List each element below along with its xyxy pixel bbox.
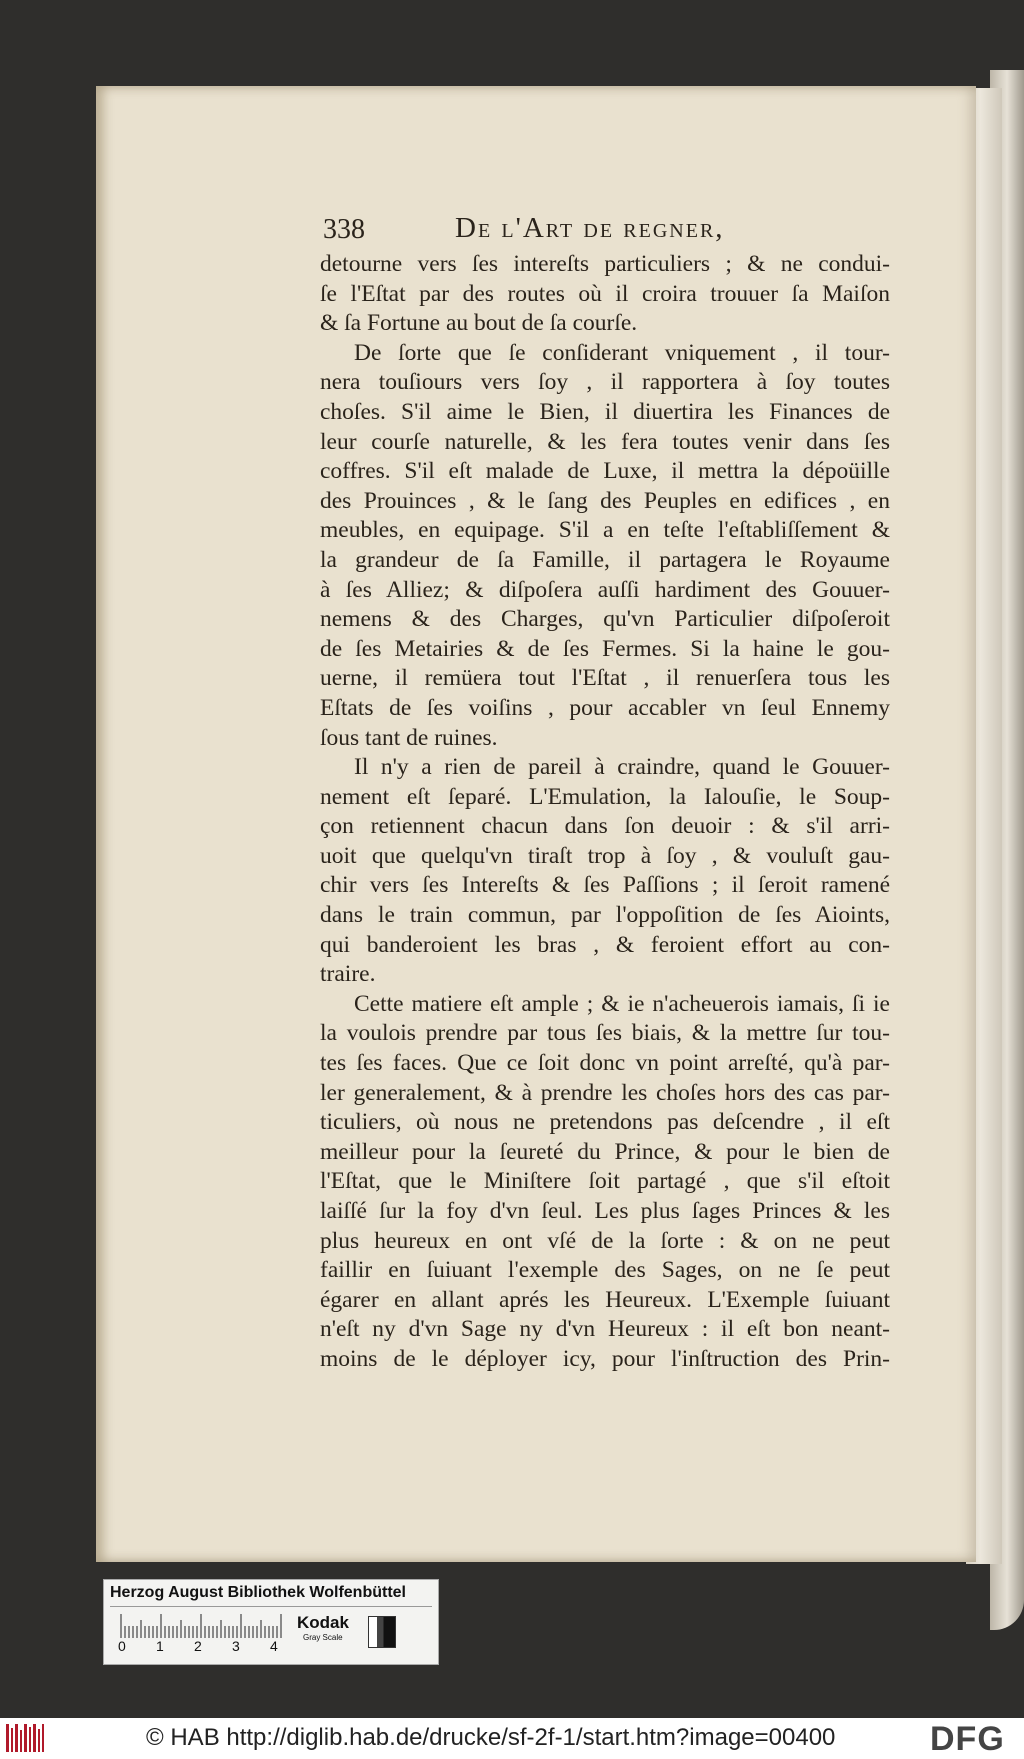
text-line: uerne, il remüera tout l'Eſtat , il renuerſera tous les <box>320 665 890 692</box>
text-line: Eſtats de ſes voiſins , pour accabler vn ſeul Ennemy <box>320 694 890 721</box>
scale-number: 0 <box>118 1638 126 1654</box>
text-line: plus heureux en ont vſé de la ſorte : & on ne peut <box>320 1227 890 1254</box>
text-line: traire. <box>320 961 376 988</box>
text-line: des Prouinces , & le ſang des Peuples en edifices , en <box>320 487 890 514</box>
scale-number: 1 <box>156 1638 164 1654</box>
gray-scale-label: Gray Scale <box>303 1633 343 1642</box>
color-target-card <box>103 1579 439 1665</box>
text-line: à ſes Alliez; & diſpoſera auſſi hardiment des Gouuer- <box>320 576 890 603</box>
scale-ruler <box>119 1614 287 1638</box>
page-number: 338 <box>323 214 365 245</box>
text-line: leur courſe naturelle, & les fera toutes venir dans ſes <box>320 428 890 455</box>
text-line: meilleur pour la ſeureté du Prince, & pour le bien de <box>320 1138 890 1165</box>
text-line: coffres. S'il eſt malade de Luxe, il mettra la dépoüille <box>320 458 890 485</box>
body-text <box>320 250 890 1375</box>
text-line: n'eſt ny d'vn Sage ny d'vn Heureux : il eſt bon neant- <box>320 1316 890 1343</box>
scale-number: 4 <box>270 1638 278 1654</box>
text-line: Cette matiere eſt ample ; & ie n'acheuerois iamais, ſi ie <box>354 990 890 1017</box>
gray-swatch <box>368 1616 396 1648</box>
text-line: uoit que quelqu'vn tiraſt trop à ſoy , & vouluſt gau- <box>320 842 890 869</box>
text-line: & ſa Fortune au bout de ſa courſe. <box>320 310 638 337</box>
scale-number: 3 <box>232 1638 240 1654</box>
text-line: ſous tant de ruines. <box>320 724 498 751</box>
running-title: De l'Art de regner, <box>455 212 725 244</box>
scale-number: 2 <box>194 1638 202 1654</box>
target-title: Herzog August Bibliothek Wolfenbüttel <box>110 1584 432 1607</box>
text-line: ticuliers, où nous ne pretendons pas deſcendre , il eſt <box>320 1109 890 1136</box>
text-line: qui banderoient les bras , & feroient effort au con- <box>320 931 890 958</box>
text-line: choſes. S'il aime le Bien, il diuertira les Finances de <box>320 398 890 425</box>
text-line: la voulois prendre par tous ſes biais, & la mettre ſur tou- <box>320 1020 890 1047</box>
text-line: de ſes Metairies & de ſes Fermes. Si la haine le gou- <box>320 635 890 662</box>
text-line: laiſſé ſur la foy d'vn ſeul. Les plus ſages Princes & les <box>320 1198 890 1224</box>
copyright-link[interactable]: © HAB http://diglib.hab.de/drucke/sf-2f-1/start.htm?image=00400 <box>146 1724 836 1751</box>
page-header <box>323 210 883 250</box>
text-line: la grandeur de ſa Famille, il partagera le Royaume <box>320 546 890 573</box>
text-line: l'Eſtat, que le Miniſtere ſoit partagé , que s'il eſtoit <box>320 1168 890 1195</box>
text-line: faillir en ſuiuant l'exemple des Sages, on ne ſe peut <box>320 1257 890 1284</box>
text-line: chir vers ſes Intereſts & ſes Paſſions ; il ſeroit ramené <box>320 872 890 899</box>
dfg-logo[interactable]: DFG <box>930 1720 1005 1758</box>
text-line: meubles, en equipage. S'il a en teſte l'eſtabliſſement & <box>320 517 890 544</box>
text-line: Il n'y a rien de pareil à craindre, quand le Gouuer- <box>354 754 890 781</box>
text-line: çon retiennent chacun dans ſon deuoir : & s'il arri- <box>320 813 890 840</box>
text-line: égarer en allant aprés les Heureux. L'Exemple ſuiuant <box>320 1286 890 1313</box>
text-line: dans le train commun, par l'oppoſition de ſes Aioints, <box>320 902 890 929</box>
text-line: nera touſiours vers ſoy , il rapportera à ſoy toutes <box>320 369 890 396</box>
footer-bar <box>0 1718 1024 1759</box>
kodak-brand: Kodak <box>297 1613 349 1632</box>
text-line: detourne vers ſes intereſts particuliers ; & ne condui- <box>320 251 890 277</box>
text-line: moins de le déployer icy, pour l'inſtruction des Prin- <box>320 1345 890 1372</box>
text-line: nement eſt ſeparé. L'Emulation, la Ialouſie, le Soup- <box>320 783 890 810</box>
text-line: tes ſes faces. Que ce ſoit donc vn point arreſté, qu'à par- <box>320 1050 890 1077</box>
text-line: ſe l'Eſtat par des routes où il croira trouuer ſa Maiſon <box>320 280 890 307</box>
text-line: ler generalement, & à prendre les choſes hors des cas par- <box>320 1079 890 1106</box>
text-line: nemens & des Charges, qu'vn Particulier diſpoſeroit <box>320 606 890 633</box>
text-line: De ſorte que ſe conſiderant vniquement , il tour- <box>354 339 890 366</box>
hab-barcode-icon[interactable] <box>4 1722 46 1754</box>
